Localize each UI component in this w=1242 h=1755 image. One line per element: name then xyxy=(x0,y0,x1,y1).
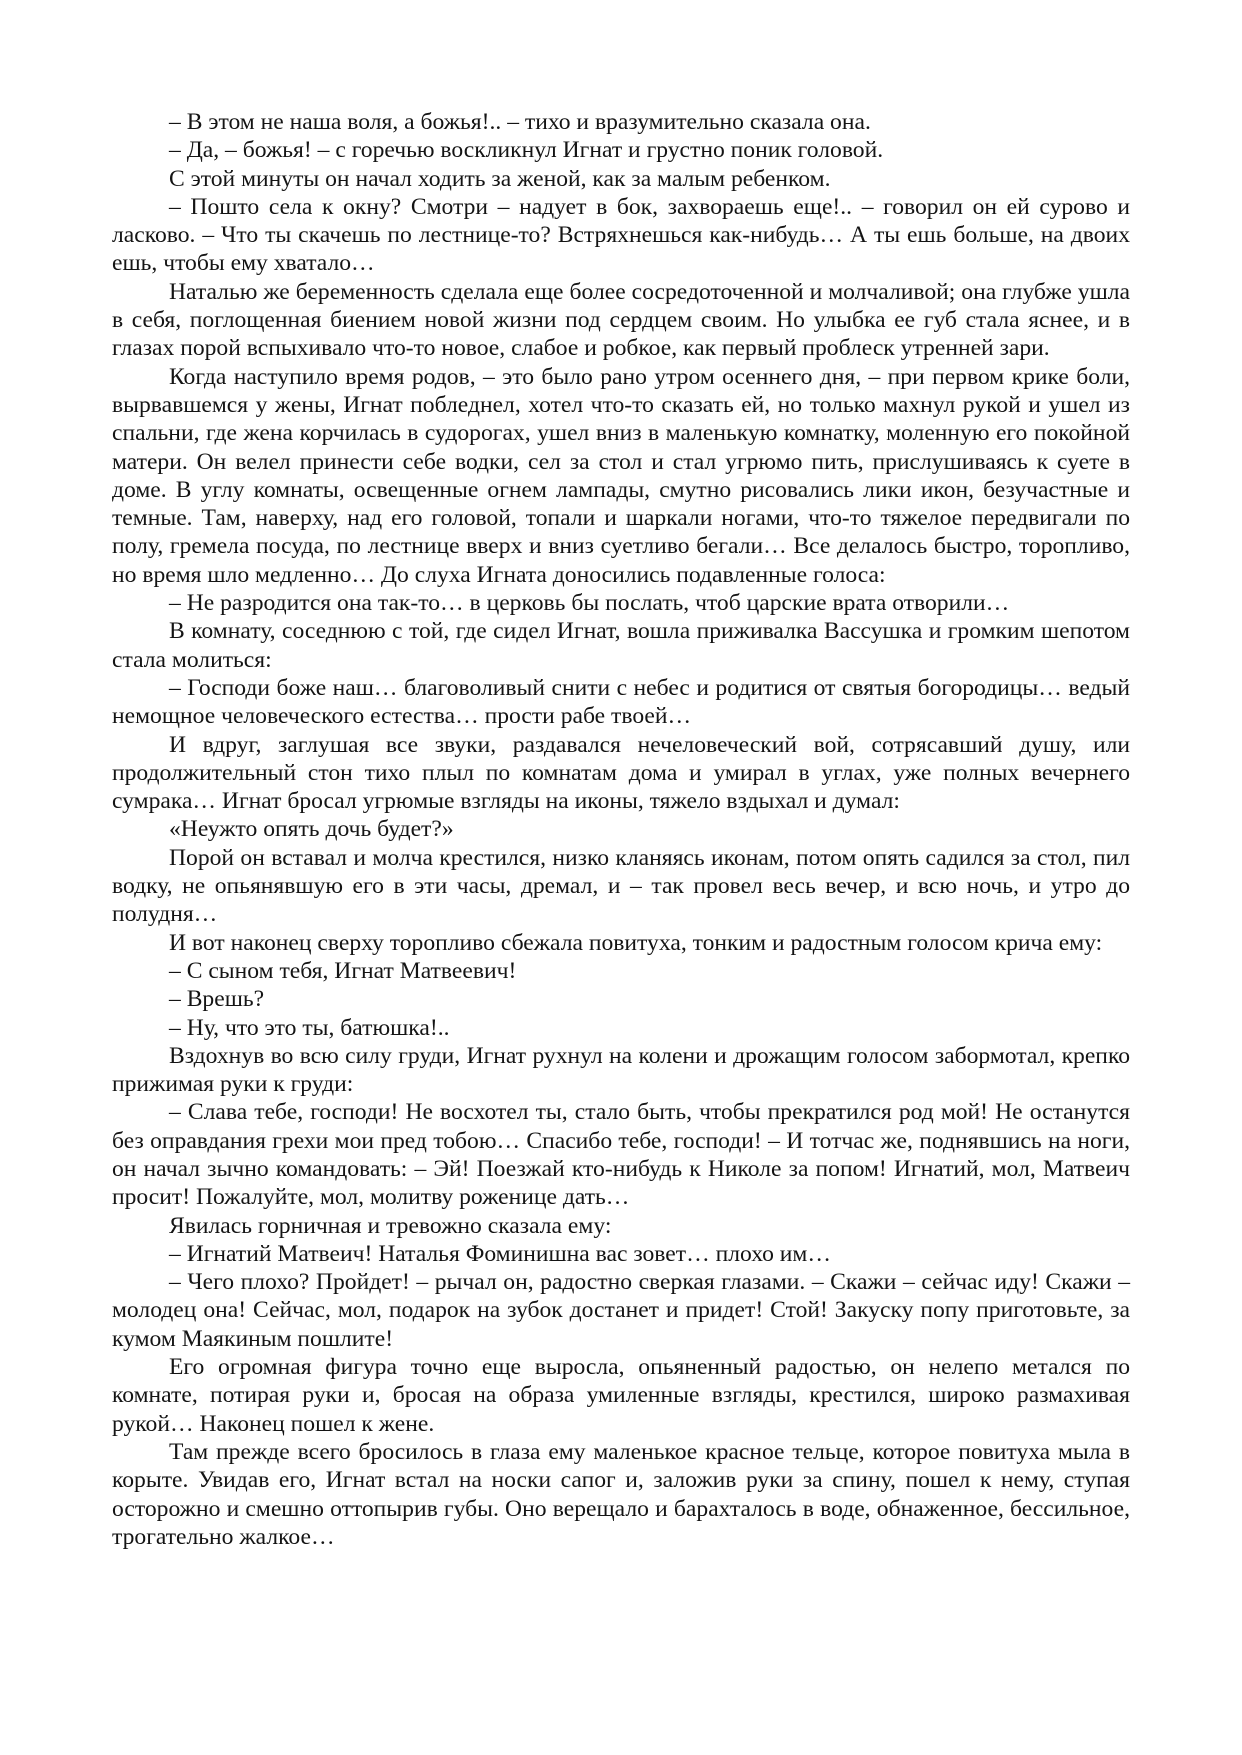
paragraph: – Ну, что это ты, батюшка!.. xyxy=(169,1014,450,1041)
paragraph: – В этом не наша воля, а божья!.. – тихо и вразумительно сказала она. xyxy=(169,109,871,135)
paragraph: – Слава тебе, господи! Не восхотел ты, стало быть, чтобы прекратился род мой! Не останутся без оправдания грехи мои пред тобою… Спасибо тебе, господи! – И тотчас же, поднявшись на ноги, он начал зычно командовать: – Эй! Поезжай кто-нибудь к Николе за попом! Игнатий, мол, Матвеич просит! Пожалуйте, мол, молитву роженице дать… xyxy=(112,1099,1130,1211)
paragraph: Порой он вставал и молча крестился, низко кланяясь иконам, потом опять садился за стол, пил водку, не опьянявшую его в эти часы, дремал, и – так провел весь вечер, и всю ночь, и утро до полудня… xyxy=(112,844,1130,928)
paragraph: Когда наступило время родов, – это было рано утром осеннего дня, – при первом крике боли, вырвавшемся у жены, Игнат побледнел, хотел что-то сказать ей, но только махнул рукой и ушел из спальни, где жена корчилась в судорогах, ушел вниз в маленькую комнатку, моленную его покойной матери. Он велел принести себе водки, сел за стол и стал угрюмо пить, прислушиваясь к суете в доме. В углу комнаты, освещенные огнем лампады, смутно рисовались лики икон, безучастные и темные. Там, наверху, над его головой, топали и шаркали ногами, что-то тяжелое передвигали по полу, гремела посуда, по лестнице вверх и вниз суетливо бегали… Все делалось быстро, торопливо, но время шло медленно… До слуха Игната доносились подавленные голоса: xyxy=(112,363,1130,588)
paragraph: – Не разродится она так-то… в церковь бы послать, чтоб царские врата отворили… xyxy=(169,590,1010,617)
paragraph: С этой минуты он начал ходить за женой, как за малым ребенком. xyxy=(169,165,831,192)
paragraph: Наталью же беременность сделала еще более сосредоточенной и молчаливой; она глубже ушла в себя, поглощенная биением новой жизни под сердцем своим. Но улыбка ее губ стала яснее, и в глазах порой вспыхивало что-то новое, слабое и робкое, как первый проблеск утренней зари. xyxy=(112,278,1130,362)
paragraph: В комнату, соседнюю с той, где сидел Игнат, вошла приживалка Вассушка и громким шепотом стала молиться: xyxy=(112,618,1130,673)
paragraph: – Пошто села к окну? Смотри – надует в бок, захвораешь еще!.. – говорил он ей сурово и ласково. – Что ты скачешь по лестнице-то? Встряхнешься как-нибудь… А ты ешь больше, на двоих ешь, чтобы ему хватало… xyxy=(112,193,1130,277)
paragraph: «Неужто опять дочь будет?» xyxy=(169,816,454,843)
paragraph: Его огромная фигура точно еще выросла, опьяненный радостью, он нелепо метался по комнате, потирая руки и, бросая на образа умиленные взгляды, крестился, широко размахивая рукой… Наконец пошел к жене. xyxy=(112,1354,1130,1437)
paragraph: – Врешь? xyxy=(169,986,265,1013)
paragraph: Там прежде всего бросилось в глаза ему маленькое красное тельце, которое повитуха мыла в корыте. Увидав его, Игнат встал на носки сапог и, заложив руки за спину, пошел к нему, ступая осторожно и смешно оттопырив губы. Оно верещало и барахталось в воде, обнаженное, бессильное, трогательно жалкое… xyxy=(112,1438,1130,1550)
paragraph: И вдруг, заглушая все звуки, раздавался нечеловеческий вой, сотрясавший душу, или продолжительный стон тихо плыл по комнатам дома и умирал в углах, уже полных вечернего сумрака… Игнат бросал угрюмые взгляды на иконы, тяжело вздыхал и думал: xyxy=(112,731,1130,815)
paragraph: – Чего плохо? Пройдет! – рычал он, радостно сверкая глазами. – Скажи – сейчас иду! Скажи – молодец она! Сейчас, мол, подарок на зубок достанет и придет! Стой! Закуску попу приготовьте, за кумом Маякиным пошлите! xyxy=(112,1269,1130,1352)
paragraph: – С сыном тебя, Игнат Матвеевич! xyxy=(169,957,517,984)
paragraph: Вздохнув во всю силу груди, Игнат рухнул на колени и дрожащим голосом забормотал, крепко прижимая руки к груди: xyxy=(112,1042,1130,1098)
paragraph: – Игнатий Матвеич! Наталья Фоминишна вас зовет… плохо им… xyxy=(169,1240,831,1267)
paragraph: – Господи боже наш… благоволивый снити с небес и родитися от святыя богородицы… ведый немощное человеческого естества… прости рабе твоей… xyxy=(112,674,1130,730)
paragraph: И вот наконец сверху торопливо сбежала повитуха, тонким и радостным голосом крича ему: xyxy=(169,929,1103,956)
paragraph: – Да, – божья! – с горечью воскликнул Игнат и грустно поник головой. xyxy=(169,137,884,164)
document-page xyxy=(112,108,1130,1551)
paragraph: Явилась горничная и тревожно сказала ему: xyxy=(169,1212,612,1239)
